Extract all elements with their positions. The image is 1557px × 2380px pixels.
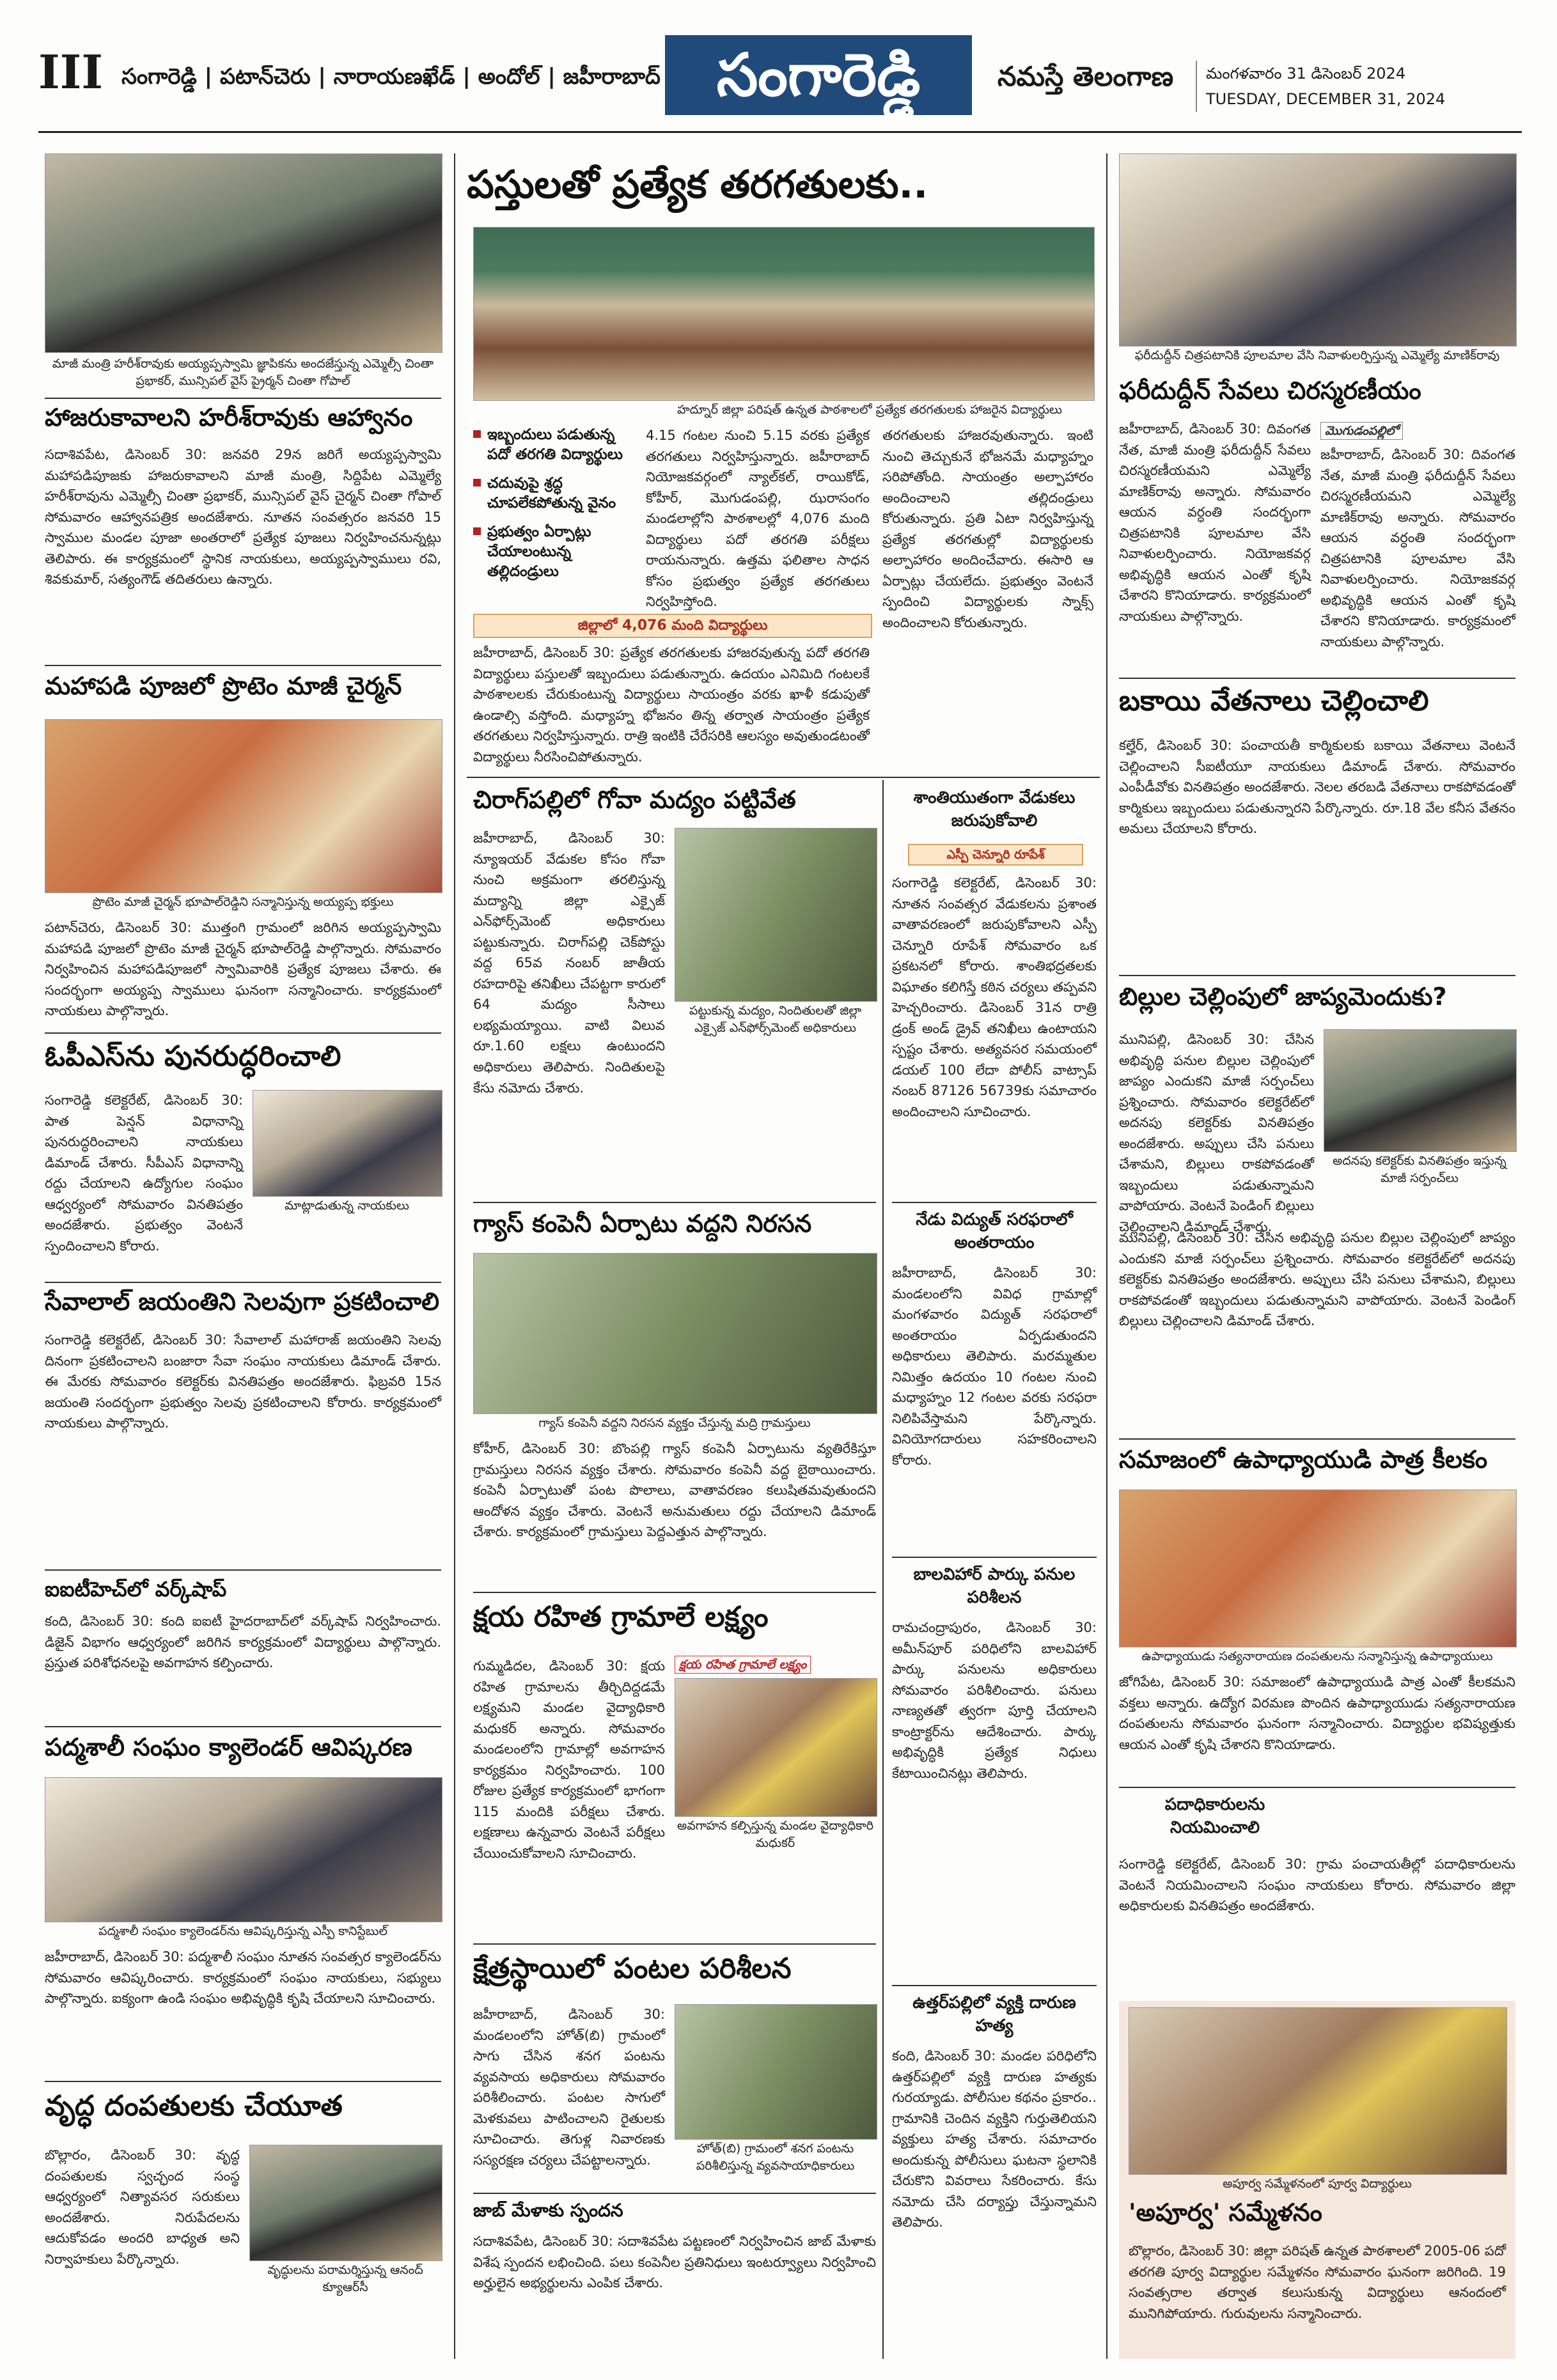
divider bbox=[45, 398, 441, 399]
news-photo bbox=[253, 1090, 442, 1197]
article-body: పటాన్‌చెరు, డిసెంబర్ 30: ముత్తంగి గ్రామంలో జరిగిన అయ్యప్పస్వామి మహాపడి పూజలో ప్రొటెం మాజీ చైర్మన్ భూపాల్‌రెడ్డి పాల్గొన్నారు. సోమవారం నిర్వహించిన మహాపడిపూజలో స్వామివారికి ప్రత్యేక పూజలు చేశారు. ఈ సందర్భంగా అయ్యప్ప స్వాములు ఘనంగా సన్మానించారు. కార్యక్రమంలో నాయకులు పాల్గొన్నారు. bbox=[45, 920, 441, 1019]
headline: బకాయి వేతనాలు చెల్లించాలి bbox=[1119, 685, 1429, 717]
lead-photo bbox=[473, 227, 1095, 401]
photo-caption: ప్రొటెం మాజీ చైర్మన్ భూపాల్‌రెడ్డిని సన్మానిస్తున్న అయ్యప్ప భక్తులు bbox=[92, 895, 394, 909]
article-body: 4.15 గంటల నుంచి 5.15 వరకు ప్రత్యేక తరగతులు నిర్వహిస్తున్నారు. జహీరాబాద్ నియోజకవర్గంలో న్యాల్‌కల్, రాయికోడ్, కోహీర్, మొగుడంపల్లి, ఝరాసంగం మండలాల్లోని పాఠశాలల్లో 4,076 మంది విద్యార్థులు పదో తరగతి పరీక్షలు రాయనున్నారు. ఉత్తమ ఫలితాల సాధన కోసం ప్రభుత్వం ప్రత్యేక తరగతులు నిర్వహిస్తోంది. bbox=[646, 428, 870, 610]
headline: చిరాగ్‌పల్లిలో గోవా మద్యం పట్టివేత bbox=[473, 786, 796, 814]
article-body: బొల్లారం, డిసెంబర్ 30: వృద్ధ దంపతులకు స్వచ్ఛంద సంస్థ ఆధ్వర్యంలో నిత్యావసర సరుకులు అందజేశారు. నిరుపేదలను ఆదుకోవడం అందరి బాధ్యత అని నిర్వాహకులు పేర్కొన్నారు. bbox=[45, 2147, 240, 2267]
article-body: జహీరాబాద్, డిసెంబర్ 30: ప్రత్యేక తరగతులకు హాజరవుతున్న పదో తరగతి విద్యార్థులు పస్తులతో ఇబ్బందులు పడుతున్నారు. ఉదయం ఎనిమిది గంటలకే పాఠశాలలకు చేరుకుంటున్న విద్యార్థులు సాయంత్రం వరకు ఖాళీ కడుపుతో ఉండాల్సి వస్తోంది. మధ్యాహ్న భోజనం తిన్న తర్వాత సాయంత్రం ప్రత్యేక తరగతులు నిర్వహిస్తున్నారు. రాత్రి ఇంటికి చేరేసరికి ఆలస్యం అవుతుండటంతో విద్యార్థులు నీరసించిపోతున్నారు. bbox=[473, 645, 870, 765]
divider bbox=[1119, 1438, 1515, 1440]
article-body: సదాశివపేట, డిసెంబర్ 30: సదాశివపేట పట్టణంలో నిర్వహించిన జాబ్ మేళాకు విశేష స్పందన లభించింది. పలు కంపెనీల ప్రతినిధులు ఇంటర్వ్యూలు నిర్వహించి అర్హులైన అభ్యర్థులను ఎంపిక చేశారు. bbox=[473, 2234, 876, 2291]
column-rule bbox=[454, 153, 455, 2359]
location-strip: మొగుడంపల్లిలో bbox=[1320, 422, 1403, 440]
news-photo bbox=[45, 1777, 442, 1922]
dateline bbox=[1196, 61, 1445, 112]
lead-headline: పస్తులతో ప్రత్యేక తరగతులకు.. bbox=[467, 162, 928, 207]
article-body: సంగారెడ్డి కలెక్టరేట్, డిసెంబర్ 30: పాత పెన్షన్ విధానాన్ని పునరుద్ధరించాలని నాయకులు డిమాండ్ చేశారు. సీపీఎస్ విధానాన్ని రద్దు చేయాలని ఉద్యోగుల సంఘం ఆధ్వర్యంలో సోమవారం వినతిపత్రం అందజేశారు. ప్రభుత్వం వెంటనే స్పందించాలని కోరారు. bbox=[45, 1093, 243, 1254]
photo-caption: పట్టుకున్న మద్యం, నిందితులతో జిల్లా ఎక్సైజ్ ఎన్‌ఫోర్స్‌మెంట్ అధికారులు bbox=[689, 1004, 862, 1035]
byline-tag: ఎస్పీ చెన్నూరి రూపేశ్ bbox=[908, 844, 1083, 866]
article-body: జహీరాబాద్, డిసెంబర్ 30: న్యూఇయర్ వేడుకల కోసం గోవా నుంచి అక్రమంగా తరలిస్తున్న మద్యాన్ని జిల్లా ఎక్సైజ్ ఎన్‌ఫోర్స్‌మెంట్ అధికారులు పట్టుకున్నారు. చిరాగ్‌పల్లి చెక్‌పోస్టు వద్ద 65వ నంబర్ జాతీయ రహదారిపై తనిఖీలు చేపట్టగా కారులో 64 మద్యం సీసాలు లభ్యమయ్యాయి. వాటి విలువ రూ.1.60 లక్షలు ఉంటుందని అధికారులు తెలిపారు. నిందితులపై కేసు నమోదు చేశారు. bbox=[473, 830, 665, 1096]
article-body: సంగారెడ్డి కలెక్టరేట్, డిసెంబర్ 30: సేవాలాల్ మహారాజ్ జయంతిని సెలవు దినంగా ప్రకటించాలని బంజారా సేవా సంఘం నాయకులు డిమాండ్ చేశారు. ఈ మేరకు సోమవారం కలెక్టర్‌కు వినతిపత్రం అందజేశారు. ఫిబ్రవరి 15న జయంతి సందర్భంగా ప్రభుత్వం సెలవు ప్రకటించాలని కోరారు. కార్యక్రమంలో నాయకులు పాల్గొన్నారు. bbox=[45, 1332, 441, 1431]
divider bbox=[1119, 678, 1515, 679]
divider bbox=[467, 777, 1100, 778]
photo-caption: అదనపు కలెక్టర్‌కు వినతిపత్రం ఇస్తున్న మాజీ సర్పంచ్‌లు bbox=[1333, 1154, 1506, 1185]
edition-title: సంగారెడ్డి bbox=[665, 35, 972, 115]
article-body: సంగారెడ్డి కలెక్టరేట్, డిసెంబర్ 30: గ్రామ పంచాయతీల్లో పదాధికారులను వెంటనే నియమించాలని సంఘం నాయకులు కోరారు. సోమవారం జిల్లా అధికారులకు వినతిపత్రం అందజేశారు. bbox=[1119, 1856, 1515, 1914]
headline: ఐఐటీహెచ్‌లో వర్క్‌షాప్ bbox=[45, 1577, 227, 1601]
date-english: TUESDAY, DECEMBER 31, 2024 bbox=[1206, 90, 1446, 108]
bullet-item: చదువుపై శ్రద్ధ చూపలేకపోతున్న వైనం bbox=[473, 474, 636, 513]
photo-caption: పద్మశాలీ సంఘం క్యాలెండర్‌ను ఆవిష్కరిస్తున్న ఎస్పీ కానిస్టేబుల్ bbox=[98, 1924, 387, 1938]
photo-caption: హోత్(బి) గ్రామంలో శనగ పంటను పరిశీలిస్తున్న వ్యవసాయాధికారులు bbox=[696, 2142, 855, 2173]
lead-highlight-tag: జిల్లాలో 4,076 మంది విద్యార్థులు bbox=[473, 614, 872, 638]
article-body: తరగతులకు హాజరవుతున్నారు. ఇంటి నుంచి తెచ్చుకునే భోజనమే మధ్యాహ్నం సరిపోతోంది. సాయంత్రం అల్పాహారం అందించాలని తల్లిదండ్రులు కోరుతున్నారు. ప్రతి ఏటా నిర్వహిస్తున్న ప్రత్యేక తరగతుల్లో విద్యార్థులకు అల్పాహారం అందించేవారు. ఈసారి ఆ ఏర్పాట్లు చేయలేదు. ప్రభుత్వం వెంటనే స్పందించి విద్యార్థులకు స్నాక్స్ అందించాలని కోరుతున్నారు. bbox=[882, 428, 1093, 630]
article-body: జహీరాబాద్, డిసెంబర్ 30: పద్మశాలీ సంఘం నూతన సంవత్సర క్యాలెండర్‌ను సోమవారం ఆవిష్కరించారు. కార్యక్రమంలో సంఘం నాయకులు, సభ్యులు పాల్గొన్నారు. ఐక్యంగా ఉండి సంఘం అభివృద్ధికి కృషి చేయాలని సూచించారు. bbox=[45, 1949, 441, 2007]
article-body: సంగారెడ్డి కలెక్టరేట్, డిసెంబర్ 30: నూతన సంవత్సర వేడుకలను ప్రశాంత వాతావరణంలో జరుపుకోవాలని ఎస్పీ చెన్నూరి రూపేశ్ సోమవారం ఒక ప్రకటనలో కోరారు. శాంతిభద్రతలకు విఘాతం కలిగిస్తే కఠిన చర్యలు తప్పవని హెచ్చరించారు. డిసెంబర్ 31న రాత్రి డ్రంక్ అండ్ డ్రైవ్ తనిఖీలు ఉంటాయని స్పష్టం చేశారు. అత్యవసర సమయంలో డయల్ 100 లేదా పోలీస్ వాట్సాప్ నంబర్ 87126 56739కు సమాచారం అందించాలని సూచించారు. bbox=[892, 875, 1097, 1120]
headline: మహాపడి పూజలో ప్రొటెం మాజీ చైర్మన్ bbox=[45, 672, 402, 700]
headline: సమాజంలో ఉపాధ్యాయుడి పాత్ర కీలకం bbox=[1119, 1445, 1488, 1474]
headline: క్షయ రహిత గ్రామాలే లక్ష్యం bbox=[473, 1601, 769, 1633]
lead-bullets bbox=[473, 425, 636, 591]
bullet-item: ఇబ్బందులు పడుతున్న పదో తరగతి విద్యార్థులు bbox=[473, 425, 636, 465]
article-body: జహీరాబాద్, డిసెంబర్ 30: మండలంలోని వివిధ గ్రామాల్లో మంగళవారం విద్యుత్ సరఫరాలో అంతరాయం ఏర్పడుతుందని అధికారులు తెలిపారు. మరమ్మతుల నిమిత్తం ఉదయం 10 గంటల నుంచి మధ్యాహ్నం 12 గంటల వరకు సరఫరా నిలిపివేస్తామని పేర్కొన్నారు. వినియోగదారులు సహకరించాలని కోరారు. bbox=[892, 1265, 1097, 1468]
article-body: జహీరాబాద్, డిసెంబర్ 30: మండలంలోని హోత్(బి) గ్రామంలో సాగు చేసిన శనగ పంటను వ్యవసాయ అధికారులు సోమవారం పరిశీలించారు. పంటల సాగులో మెళకువలు పాటించాలని రైతులకు సూచించారు. తెగుళ్ల నివారణకు సస్యరక్షణ చర్యలు చేపట్టాలన్నారు. bbox=[473, 2007, 665, 2168]
divider bbox=[892, 1557, 1097, 1558]
headline: పద్మశాలీ సంఘం క్యాలెండర్ ఆవిష్కరణ bbox=[45, 1733, 412, 1761]
headline: 'అపూర్వ' సమ్మేళనం bbox=[1129, 2198, 1322, 2227]
headline: బిల్లుల చెల్లింపులో జాప్యమెందుకు? bbox=[1119, 983, 1447, 1011]
divider bbox=[45, 1282, 441, 1283]
news-photo bbox=[1119, 1489, 1517, 1647]
news-photo bbox=[675, 828, 877, 1002]
divider bbox=[473, 1202, 876, 1203]
headline: క్షేత్రస్థాయిలో పంటల పరిశీలన bbox=[473, 1952, 792, 1985]
article-body: కంది, డిసెంబర్ 30: మండల పరిధిలోని ఉత్తర్‌పల్లిలో వ్యక్తి దారుణ హత్యకు గురయ్యాడు. పోలీసుల కథనం ప్రకారం.. గ్రామానికి చెందిన వ్యక్తిని గుర్తుతెలియని వ్యక్తులు హత్య చేశారు. సమాచారం అందుకున్న పోలీసులు ఘటనా స్థలానికి చేరుకొని వివరాలు సేకరించారు. కేసు నమోదు చేసి దర్యాప్తు చేస్తున్నామని తెలిపారు. bbox=[892, 2048, 1097, 2230]
photo-caption: వృద్ధులను పరామర్శిస్తున్న ఆనంద్ క్యూఆర్‌సీ bbox=[267, 2263, 423, 2294]
headline: ఫరీదుద్దీన్ సేవలు చిరస్మరణీయం bbox=[1119, 377, 1421, 405]
divider bbox=[45, 1726, 441, 1727]
lead-photo-caption: హద్నూర్ జిల్లా పరిషత్ ఉన్నత పాఠశాలలో ప్రత్యేక తరగతులకు హాజరైన విద్యార్థులు bbox=[677, 403, 1062, 417]
divider bbox=[892, 1985, 1097, 1986]
headline: గ్యాస్ కంపెనీ ఏర్పాటు వద్దని నిరసన bbox=[473, 1209, 812, 1238]
article-body: గుమ్మడిదల, డిసెంబర్ 30: క్షయ రహిత గ్రామాలను తీర్చిదిద్దడమే లక్ష్యమని మండల వైద్యాధికారి మధుకర్ అన్నారు. సోమవారం మండలంలోని గ్రామాల్లో అవగాహన కార్యక్రమం నిర్వహించారు. 100 రోజుల ప్రత్యేక కార్యక్రమంలో భాగంగా 115 మందికి పరీక్షలు చేశారు. లక్షణాలు ఉన్నవారు వెంటనే పరీక్షలు చేయించుకోవాలని సూచించారు. bbox=[473, 1658, 665, 1861]
paper-name: నమస్తే తెలంగాణ bbox=[998, 61, 1174, 92]
highlight-strip: క్షయ రహిత గ్రామాలే లక్ష్యం bbox=[675, 1656, 811, 1674]
article-body: కల్హేర్, డిసెంబర్ 30: పంచాయతీ కార్మికులకు బకాయి వేతనాలు వెంటనే చెల్లించాలని సీఐటీయూ నాయకులు డిమాండ్ చేశారు. సోమవారం ఎంపీడీవోకు వినతిపత్రం అందజేశారు. నెలల తరబడి వేతనాలు రాకపోవడంతో కార్మికులు ఇబ్బందులు పడుతున్నారని పేర్కొన్నారు. రూ.18 వేల కనీస వేతనం అమలు చేయాలని కోరారు. bbox=[1119, 738, 1515, 837]
news-photo bbox=[675, 2004, 877, 2140]
headline: జాబ్ మేళాకు స్పందన bbox=[473, 2200, 623, 2221]
divider bbox=[892, 1202, 1097, 1203]
headline: సేవాలాల్ జయంతిని సెలవుగా ప్రకటించాలి bbox=[45, 1287, 439, 1316]
article-body: జోగిపేట, డిసెంబర్ 30: సమాజంలో ఉపాధ్యాయుడి పాత్ర ఎంతో కీలకమని వక్తలు అన్నారు. ఉద్యోగ విరమణ పొందిన ఉపాధ్యాయుడు సత్యనారాయణ దంపతులను సోమవారం ఘనంగా సన్మానించారు. విద్యార్థుల భవిష్యత్తుకు ఆయన ఎంతో కృషి చేశారని కొనియాడారు. bbox=[1119, 1674, 1515, 1752]
photo-caption: ఉపాధ్యాయుడు సత్యనారాయణ దంపతులను సన్మానిస్తున్న ఉపాధ్యాయులు bbox=[1141, 1649, 1493, 1663]
date-telugu: మంగళవారం 31 డిసెంబర్ 2024 bbox=[1206, 65, 1406, 82]
subheadline: పదాధికారులను నియమించాలి bbox=[1164, 1795, 1265, 1838]
photo-caption: అపూర్వ సమ్మేళనంలో పూర్వ విద్యార్థులు bbox=[1223, 2177, 1412, 2191]
divider bbox=[45, 1569, 441, 1571]
article-body: మునిపల్లి, డిసెంబర్ 30: చేసిన అభివృద్ధి పనుల బిల్లుల చెల్లింపులో జాప్యం ఎందుకని మాజీ సర్పంచ్‌లు ప్రశ్నించారు. సోమవారం కలెక్టరేట్‌లో అదనపు కలెక్టర్‌కు వినతిపత్రం అందజేశారు. అప్పులు చేసి పనులు చేశామని, బిల్లులు రాకపోవడంతో ఇబ్బందులు పడుతున్నామని వాపోయారు. వెంటనే పెండింగ్ బిల్లులు చెల్లించాలని డిమాండ్ చేశారు. bbox=[1119, 1032, 1314, 1234]
photo-caption: మాజీ మంత్రి హరీశ్‌రావుకు అయ్యప్పస్వామి జ్ఞాపికను అందజేస్తున్న ఎమ్మెల్సీ చింతా ప్రభాకర్, మున్సిపల్ వైస్ ప్రైర్మన్ చింతా గోపాల్ bbox=[52, 357, 434, 388]
photo-caption: మాట్లాడుతున్న నాయకులు bbox=[285, 1199, 409, 1213]
divider bbox=[45, 665, 441, 666]
news-photo bbox=[249, 2145, 442, 2261]
article-body: మునిపల్లి, డిసెంబర్ 30: చేసిన అభివృద్ధి పనుల బిల్లుల చెల్లింపులో జాప్యం ఎందుకని మాజీ సర్పంచ్‌లు ప్రశ్నించారు. సోమవారం కలెక్టరేట్‌లో అదనపు కలెక్టర్‌కు వినతిపత్రం అందజేశారు. అప్పులు చేసి పనులు చేశామని, బిల్లులు రాకపోవడంతో ఇబ్బందులు పడుతున్నామని వాపోయారు. వెంటనే పెండింగ్ బిల్లులు చెల్లించాలని డిమాండ్ చేశారు. bbox=[1119, 1230, 1515, 1329]
bullet-item: ప్రభుత్వం ఏర్పాట్లు చేయాలంటున్న తల్లిదండ్రులు bbox=[473, 522, 636, 582]
section-list: సంగారెడ్డి | పటాన్‌చెరు | నారాయణఖేడ్ | అందోల్ | జహీరాబాద్ bbox=[121, 64, 661, 89]
divider bbox=[473, 1943, 876, 1945]
column-rule bbox=[882, 780, 884, 2359]
masthead bbox=[38, 35, 1522, 133]
subheadline: శాంతియుతంగా వేడుకలు జరుపుకోవాలి bbox=[913, 788, 1076, 831]
photo-caption: అవగాహన కల్పిస్తున్న మండల వైద్యాధికారి మధుకర్ bbox=[677, 1819, 873, 1850]
news-photo bbox=[473, 1253, 877, 1414]
subheadline: బాలవిహార్ పార్కు పనుల పరిశీలన bbox=[913, 1565, 1076, 1608]
article-body: కంది, డిసెంబర్ 30: కంది ఐఐటీ హైదరాబాద్‌లో వర్క్‌షాప్ నిర్వహించారు. డిజైన్ విభాగం ఆధ్వర్యంలో జరిగిన కార్యక్రమంలో విద్యార్థులు పాల్గొన్నారు. ప్రస్తుత పరిశోధనలపై అవగాహన కల్పించారు. bbox=[45, 1614, 441, 1671]
news-photo bbox=[45, 153, 442, 353]
article-body: జహీరాబాద్, డిసెంబర్ 30: దివంగత నేత, మాజీ మంత్రి ఫరీదుద్దీన్ సేవలు చిరస్మరణీయమని ఎమ్మెల్యే మాణిక్‌రావు అన్నారు. సోమవారం ఆయన వర్ధంతి సందర్భంగా చిత్రపటానికి పూలమాల వేసి నివాళులర్పించారు. నియోజకవర్గ అభివృద్ధికి ఆయన ఎంతో కృషి చేశారని కొనియాడారు. కార్యక్రమంలో నాయకులు పాల్గొన్నారు. bbox=[1320, 447, 1515, 649]
divider bbox=[1119, 1787, 1515, 1788]
divider bbox=[473, 1592, 876, 1593]
divider bbox=[473, 2193, 876, 2194]
article-body: రామచంద్రాపురం, డిసెంబర్ 30: అమీన్‌పూర్ పరిధిలోని బాలవిహార్ పార్కు పనులను అధికారులు సోమవారం పరిశీలించారు. పనులు నాణ్యతతో త్వరగా పూర్తి చేయాలని కాంట్రాక్టర్‌ను ఆదేశించారు. పార్కు అభివృద్ధికి ప్రత్యేక నిధులు కేటాయించినట్లు తెలిపారు. bbox=[892, 1620, 1097, 1781]
article-body: కోహీర్, డిసెంబర్ 30: బొంపల్లి గ్యాస్ కంపెనీ ఏర్పాటును వ్యతిరేకిస్తూ గ్రామస్తులు నిరసన వ్యక్తం చేశారు. సోమవారం కంపెనీ వద్ద బైఠాయించారు. కంపెనీ ఏర్పాటుతో పంట పొలాలు, వాతావరణం కలుషితమవుతుందని ఆందోళన వ్యక్తం చేశారు. వెంటనే అనుమతులు రద్దు చేయాలని డిమాండ్ చేశారు. కార్యక్రమంలో గ్రామస్తులు పెద్దఎత్తున పాల్గొన్నారు. bbox=[473, 1441, 876, 1540]
subheadline: నేడు విద్యుత్ సరఫరాలో అంతరాయం bbox=[916, 1210, 1073, 1253]
article-body: బొల్లారం, డిసెంబర్ 30: జిల్లా పరిషత్ ఉన్నత పాఠశాలలో 2005-06 పదో తరగతి పూర్వ విద్యార్థుల సమ్మేళనం సోమవారం ఘనంగా జరిగింది. 19 సంవత్సరాల తర్వాత కలుసుకున్న విద్యార్థులు ఆనందంలో మునిగిపోయారు. గురువులను సన్మానించారు. bbox=[1129, 2243, 1506, 2321]
news-photo bbox=[45, 719, 442, 893]
article-body: జహీరాబాద్, డిసెంబర్ 30: దివంగత నేత, మాజీ మంత్రి ఫరీదుద్దీన్ సేవలు చిరస్మరణీయమని ఎమ్మెల్యే మాణిక్‌రావు అన్నారు. సోమవారం ఆయన వర్ధంతి సందర్భంగా చిత్రపటానికి పూలమాల వేసి నివాళులర్పించారు. నియోజకవర్గ అభివృద్ధికి ఆయన ఎంతో కృషి చేశారని కొనియాడారు. కార్యక్రమంలో నాయకులు పాల్గొన్నారు. bbox=[1119, 421, 1311, 624]
article-body: సదాశివపేట, డిసెంబర్ 30: జనవరి 29న జరిగే అయ్యప్పస్వామి మహాపడిపూజకు హాజరుకావాలని మాజీ మంత్రి, సిద్దిపేట ఎమ్మెల్యే హరీశ్‌రావును ఎమ్మెల్సీ చింతా ప్రభాకర్, మున్సిపల్ వైస్ చైర్మన్ చింతా గోపాల్ సోమవారం ఆహ్వానపత్రిక అందజేశారు. నూతన సంవత్సరం జనవరి 15 స్వాముల మండల పూజా అంతరాలో ప్రత్యేక పూజలు నిర్వహించనున్నట్లు తెలిపారు. ఈ కార్యక్రమంలో స్థానిక నాయకులు, అయ్యప్పస్వాములు రవి, శివకుమార్, సత్యంగౌడ్ తదితరులు ఉన్నారు. bbox=[45, 447, 441, 587]
news-photo bbox=[1129, 2007, 1507, 2175]
divider bbox=[45, 2081, 441, 2082]
photo-caption: ఫరీదుద్దీన్ చిత్రపటానికి పూలమాల వేసి నివాళులర్పిస్తున్న ఎమ్మెల్యే మాణిక్‌రావు bbox=[1134, 348, 1500, 362]
headline: హాజరుకావాలని హరీశ్‌రావుకు ఆహ్వానం bbox=[45, 403, 413, 432]
column-rule bbox=[1106, 153, 1107, 2359]
page-number: III bbox=[38, 45, 104, 99]
divider bbox=[45, 1032, 441, 1034]
subheadline: ఉత్తర్‌పల్లిలో వ్యక్తి దారుణ హత్య bbox=[912, 1993, 1076, 2036]
headline: ఓపీఎస్‌ను పునరుద్ధరించాలి bbox=[45, 1040, 341, 1073]
headline: వృద్ధ దంపతులకు చేయూత bbox=[45, 2090, 343, 2122]
news-photo bbox=[675, 1678, 877, 1817]
news-photo bbox=[1119, 153, 1517, 346]
divider bbox=[1119, 975, 1515, 976]
photo-caption: గ్యాస్ కంపెనీ వద్దని నిరసన వ్యక్తం చేస్తున్న మద్రి గ్రామస్తులు bbox=[538, 1416, 811, 1430]
news-photo bbox=[1324, 1029, 1517, 1152]
